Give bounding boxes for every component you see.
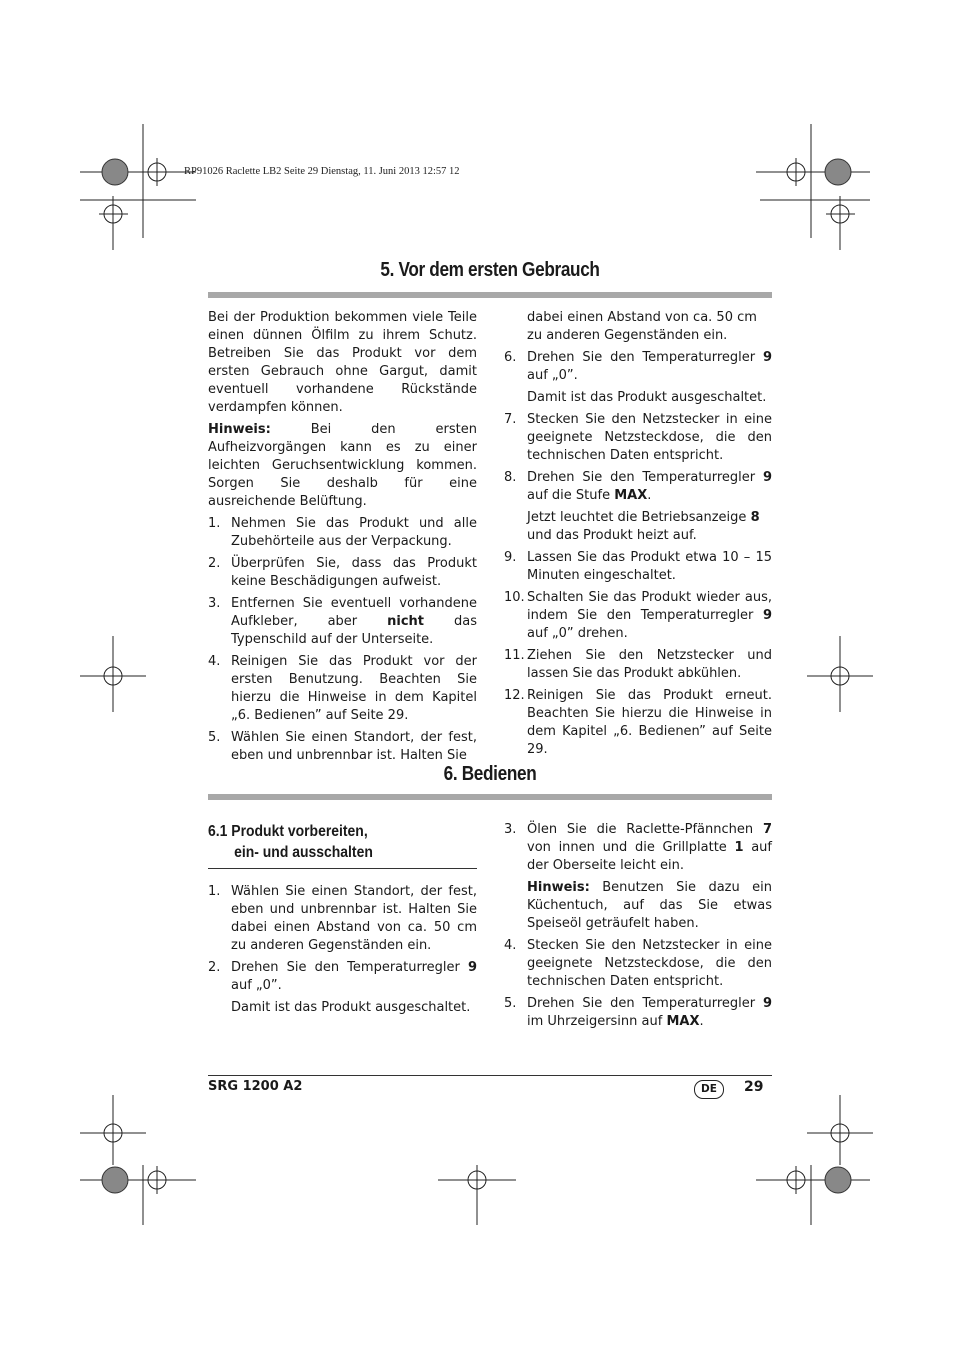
note-paragraph: Hinweis: Benutzen Sie dazu ein Küchentuch, auf das Sie etwas Speiseöl geträufelt haben. xyxy=(527,880,772,931)
step-8-result: Jetzt leuchtet die Betriebsanzeige 8 und das Produkt heizt auf. xyxy=(527,510,760,543)
step-2-result: Damit ist das Produkt ausgeschaltet. xyxy=(231,1000,471,1015)
footer-model: SRG 1200 A2 xyxy=(208,1079,303,1094)
list-item: 5. Drehen Sie den Temperaturregler 9 im Uhrzeigersinn auf MAX. xyxy=(504,996,772,1029)
section-6-title: 6. Bedienen xyxy=(443,763,537,785)
list-item: 2. Überprüfen Sie, dass das Produkt keine Beschädigungen aufweist. xyxy=(208,556,477,589)
list-item: 6. Drehen Sie den Temperaturregler 9 auf „0”. xyxy=(504,350,772,383)
list-item: 12. Reinigen Sie das Produkt erneut. Beachten Sie hierzu die Hinweise in dem Kapitel „6. Bedienen” auf Seite 29. xyxy=(504,688,772,757)
section-6-right-column xyxy=(504,821,772,1035)
list-item: 3. Entfernen Sie eventuell vorhandene Aufkleber, aber nicht das Typenschild auf der Unterseite. xyxy=(208,596,477,647)
list-item: 3. Ölen Sie die Raclette-Pfännchen 7 von innen und die Grillplatte 1 auf der Oberseite leicht ein. xyxy=(504,822,772,873)
intro-paragraph: Bei der Produktion bekommen viele Teile einen dünnen Ölfilm zu ihrem Schutz. Betreiben Sie das Produkt vor dem ersten Gebrauch ohne Gargut, damit eventuell vorhandene Rückstände verdampfen können. xyxy=(208,310,477,415)
list-item: 2. Drehen Sie den Temperaturregler 9 auf „0”. xyxy=(208,960,477,993)
note-label: Hinweis: xyxy=(208,422,271,437)
language-badge: DE xyxy=(694,1080,724,1099)
footer-rule xyxy=(208,1075,772,1076)
list-item: 1. Wählen Sie einen Standort, der fest, eben und unbrennbar ist. Halten Sie dabei einen Abstand von ca. 50 cm zu anderen Gegenständen ein. xyxy=(208,884,477,953)
section-5-right-column xyxy=(504,309,772,763)
list-item: 8. Drehen Sie den Temperaturregler 9 auf die Stufe MAX. xyxy=(504,470,772,503)
list-item: 1. Nehmen Sie das Produkt und alle Zubehörteile aus der Verpackung. xyxy=(208,516,477,549)
page-number: 29 xyxy=(744,1079,764,1095)
section-6-rule xyxy=(208,794,772,800)
steps-list xyxy=(208,515,477,765)
subsection-title: 6.1 Produkt vorbereiten, ein- und ausschalten xyxy=(208,823,373,861)
section-6-left-column xyxy=(208,821,477,1021)
list-item: 10. Schalten Sie das Produkt wieder aus, indem Sie den Temperaturregler 9 auf „0” drehen. xyxy=(504,590,772,641)
section-5-left-column xyxy=(208,309,477,769)
section-5-title: 5. Vor dem ersten Gebrauch xyxy=(380,259,600,281)
subsection-rule xyxy=(208,868,477,869)
list-item: 7. Stecken Sie den Netzstecker in eine geeignete Netzsteckdose, die den technischen Daten entspricht. xyxy=(504,412,772,463)
list-item: 11. Ziehen Sie den Netzstecker und lassen Sie das Produkt abkühlen. xyxy=(504,648,772,681)
section-5-rule xyxy=(208,292,772,298)
step-6-result: Damit ist das Produkt ausgeschaltet. xyxy=(527,390,767,405)
note-paragraph: Hinweis: Bei den ersten Aufheizvorgängen kann es zu einer leichten Geruchsentwicklung kommen. Sorgen Sie deshalb für eine ausreichende Belüftung. xyxy=(208,422,477,509)
step-5-continued: dabei einen Abstand von ca. 50 cm zu anderen Gegenständen ein. xyxy=(527,310,757,343)
list-item: 9. Lassen Sie das Produkt etwa 10 – 15 Minuten eingeschaltet. xyxy=(504,550,772,583)
list-item: 4. Stecken Sie den Netzstecker in eine geeignete Netzsteckdose, die den technischen Daten entspricht. xyxy=(504,938,772,989)
list-item: 5. Wählen Sie einen Standort, der fest, eben und unbrennbar ist. Halten Sie xyxy=(208,730,477,763)
print-header: RP91026 Raclette LB2 Seite 29 Dienstag, 11. Juni 2013 12:57 12 xyxy=(184,166,460,177)
list-item: 4. Reinigen Sie das Produkt vor der ersten Benutzung. Beachten Sie hierzu die Hinweise in dem Kapitel „6. Bedienen” auf Seite 29. xyxy=(208,654,477,723)
